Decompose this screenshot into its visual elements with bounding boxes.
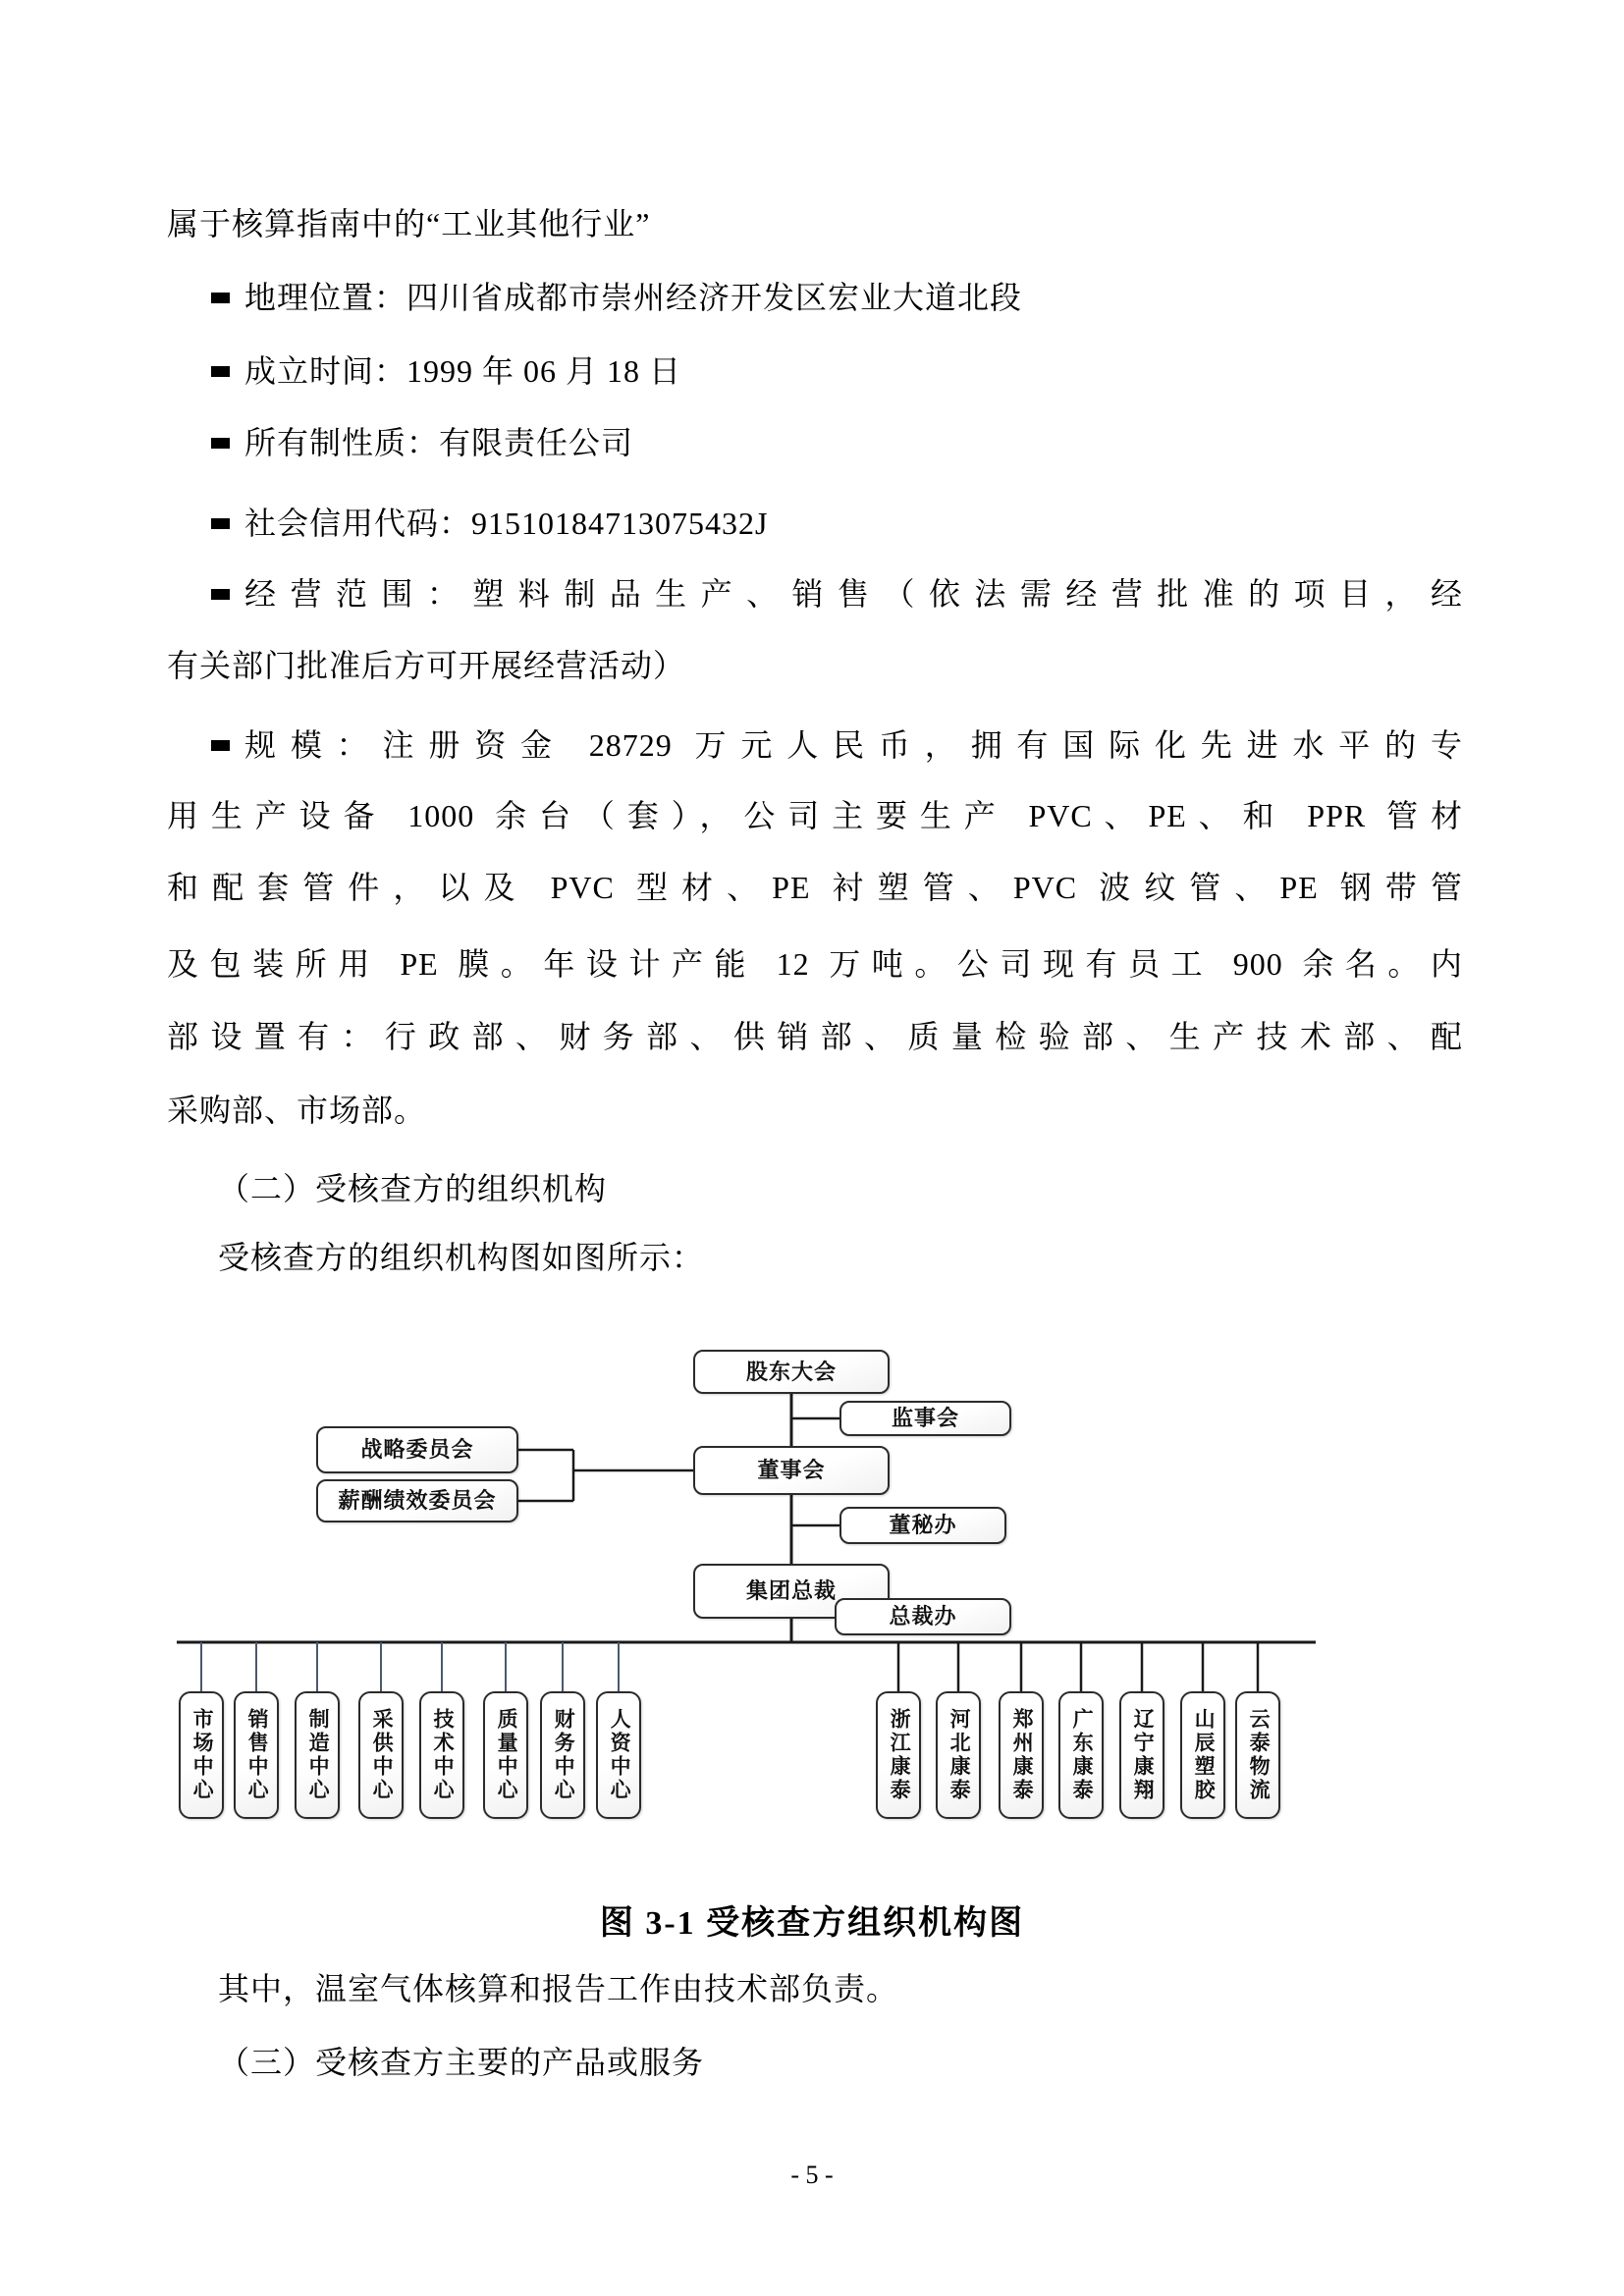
body-text: 用生产设备 1000 余台（套），公司主要生产 PVC、PE、和 PPR 管材 xyxy=(167,798,1463,833)
body-text: （二）受核查方的组织机构 xyxy=(218,1171,608,1206)
bullet-square-icon xyxy=(211,293,230,303)
org-node-president-office: 总裁办 xyxy=(835,1598,1011,1635)
body-line xyxy=(211,571,1463,616)
body-line xyxy=(218,1235,704,1280)
body-line xyxy=(211,722,1463,768)
body-text: 地理位置：四川省成都市崇州经济开发区宏业大道北段 xyxy=(244,280,1023,315)
body-text: 其中，温室气体核算和报告工作由技术部负责。 xyxy=(218,1971,899,2006)
body-text: 社会信用代码：91510184713075432J xyxy=(244,506,769,541)
body-line xyxy=(167,643,1463,688)
page-number: - 5 - xyxy=(790,2161,834,2189)
body-line xyxy=(167,941,1463,987)
body-text: 规模：注册资金 28729 万元人民币，拥有国际化先进水平的专 xyxy=(244,727,1463,763)
org-node-technology-center: 技术中心 xyxy=(419,1691,464,1819)
body-text: 及包装所用 PE 膜。年设计产能 12 万吨。公司现有员工 900 余名。内 xyxy=(167,946,1463,982)
body-line xyxy=(167,1088,1463,1133)
org-node-strategy-committee: 战略委员会 xyxy=(316,1426,518,1473)
org-node-subsidiary-zhejiang: 浙江康泰 xyxy=(876,1691,921,1819)
org-node-quality-center: 质量中心 xyxy=(483,1691,528,1819)
body-line xyxy=(167,865,1463,910)
body-line xyxy=(211,275,1463,320)
body-line xyxy=(167,201,1463,246)
section-heading-2 xyxy=(218,1166,607,1211)
body-text: 和配套管件，以及 PVC 型材、PE 衬塑管、PVC 波纹管、PE 钢带管 xyxy=(167,870,1463,905)
bullet-square-icon xyxy=(211,740,230,751)
org-node-market-center: 市场中心 xyxy=(179,1691,224,1819)
org-node-supervisory-board: 监事会 xyxy=(839,1401,1011,1436)
body-text: 部设置有：行政部、财务部、供销部、质量检验部、生产技术部、配 xyxy=(167,1019,1463,1054)
org-node-hr-center: 人资中心 xyxy=(596,1691,641,1819)
org-node-sales-center: 销售中心 xyxy=(234,1691,279,1819)
body-line xyxy=(167,793,1463,838)
org-node-compensation-committee: 薪酬绩效委员会 xyxy=(316,1479,518,1522)
body-text: 受核查方的组织机构图如图所示： xyxy=(218,1240,705,1275)
org-node-subsidiary-shanchen: 山辰塑胶 xyxy=(1180,1691,1225,1819)
bullet-square-icon xyxy=(211,366,230,377)
body-text: 经营范围：塑料制品生产、销售（依法需经营批准的项目，经 xyxy=(244,576,1463,612)
bullet-square-icon xyxy=(211,518,230,529)
org-node-subsidiary-guangdong: 广东康泰 xyxy=(1058,1691,1104,1819)
bullet-square-icon xyxy=(211,438,230,449)
bullet-square-icon xyxy=(211,589,230,600)
body-line xyxy=(218,1966,898,2011)
body-text: 所有制性质：有限责任公司 xyxy=(244,425,634,460)
org-node-board-of-directors: 董事会 xyxy=(693,1446,890,1495)
body-line xyxy=(211,348,1463,394)
body-text: （三）受核查方主要的产品或服务 xyxy=(218,2045,705,2080)
org-node-subsidiary-zhengzhou: 郑州康泰 xyxy=(999,1691,1044,1819)
figure-caption: 图 3-1 受核查方组织机构图 xyxy=(599,1905,1025,1942)
org-node-subsidiary-hebei: 河北康泰 xyxy=(936,1691,981,1819)
org-node-subsidiary-liaoning: 辽宁康翔 xyxy=(1119,1691,1164,1819)
body-text: 属于核算指南中的“工业其他行业” xyxy=(167,206,651,241)
org-node-board-secretary-office: 董秘办 xyxy=(839,1507,1006,1544)
org-node-shareholders-meeting: 股东大会 xyxy=(693,1350,890,1394)
body-line xyxy=(167,1014,1463,1059)
section-heading-3 xyxy=(218,2040,704,2085)
body-text: 成立时间：1999 年 06 月 18 日 xyxy=(244,353,682,389)
body-text: 采购部、市场部。 xyxy=(167,1093,427,1128)
org-node-manufacture-center: 制造中心 xyxy=(295,1691,340,1819)
body-line xyxy=(211,420,1463,465)
org-node-finance-center: 财务中心 xyxy=(540,1691,585,1819)
body-line xyxy=(211,501,1463,546)
body-text: 有关部门批准后方可开展经营活动） xyxy=(167,648,686,683)
org-chart-figure xyxy=(147,1340,1522,1890)
org-node-subsidiary-yuntai: 云泰物流 xyxy=(1235,1691,1280,1819)
org-node-group-president: 集团总裁 xyxy=(693,1564,890,1619)
org-node-procurement-center: 采供中心 xyxy=(358,1691,404,1819)
